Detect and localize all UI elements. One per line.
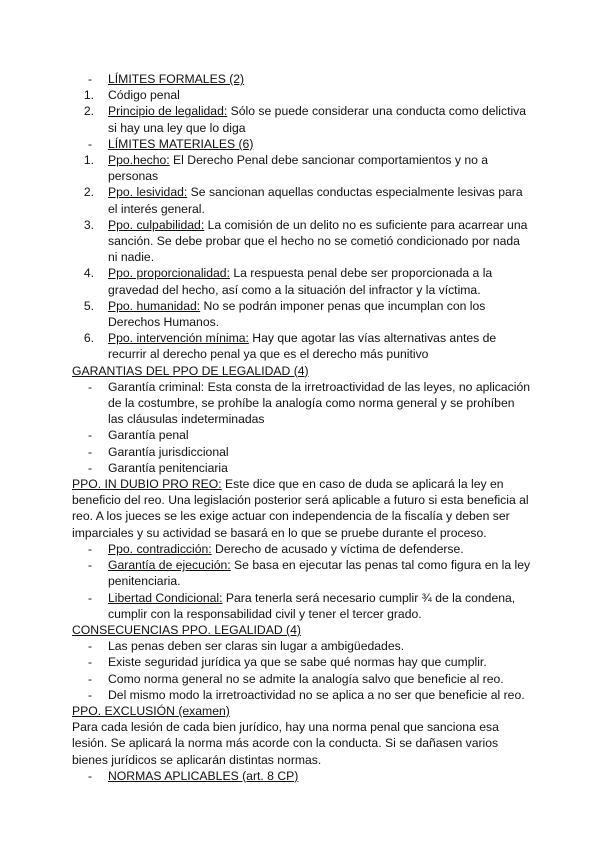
list-item bbox=[72, 557, 532, 589]
bullet-dash: - bbox=[87, 541, 92, 556]
item-text: Del mismo modo la irretroactividad no se aplica a no ser que beneficie al reo. bbox=[108, 687, 525, 702]
item-number: 1. bbox=[83, 88, 94, 103]
list-item bbox=[72, 103, 532, 135]
list-item bbox=[72, 460, 532, 476]
item-text bbox=[108, 265, 532, 297]
list-item bbox=[72, 427, 532, 443]
list-item bbox=[72, 298, 532, 330]
item-text bbox=[108, 103, 532, 135]
heading-limites-materiales bbox=[72, 136, 532, 152]
bullet-dash: - bbox=[87, 655, 92, 670]
item-number: 2. bbox=[83, 185, 94, 200]
section-heading: LÍMITES MATERIALES (6) bbox=[108, 136, 254, 151]
item-body: El Derecho Penal debe sancionar comportamientos y no a personas bbox=[108, 153, 489, 184]
item-body: Hay que agotar las vías alternativas antes de recurrir al derecho penal ya que es el derecho más punitivo bbox=[108, 331, 497, 362]
list-item bbox=[72, 654, 532, 670]
bullet-dash: - bbox=[87, 687, 92, 702]
item-text bbox=[108, 330, 532, 362]
item-number: 5. bbox=[83, 298, 94, 313]
item-body: La respuesta penal debe ser proporcionada a la gravedad del hecho, así como a la situación del infractor y la víctima. bbox=[108, 266, 493, 297]
item-label: Principio de legalidad: bbox=[108, 104, 228, 119]
item-text bbox=[108, 590, 532, 622]
paragraph-exclusion: Para cada lesión de cada bien jurídico, hay una norma penal que sanciona esa lesión. Se aplicará la norma más acorde con la conducta. Si se dañasen varios bienes jurídicos se aplicarán distintas normas. bbox=[72, 720, 499, 767]
item-text: Las penas deben ser claras sin lugar a ambigüedades. bbox=[108, 639, 405, 654]
list-item bbox=[72, 541, 532, 557]
item-label: Ppo. proporcionalidad: bbox=[108, 266, 230, 281]
list-item bbox=[72, 590, 532, 622]
list-item bbox=[72, 152, 532, 184]
bullet-dash: - bbox=[87, 379, 92, 394]
item-body: Sólo se puede considerar una conducta como delictiva si hay una ley que lo diga bbox=[108, 104, 527, 135]
bullet-dash: - bbox=[87, 671, 92, 686]
list-item bbox=[72, 638, 532, 654]
subheading: NORMAS APLICABLES (art. 8 CP) bbox=[108, 768, 299, 783]
item-text: Como norma general no se admite la analogía salvo que beneficie al reo. bbox=[108, 671, 504, 686]
bullet-dash: - bbox=[87, 72, 92, 86]
document-content bbox=[72, 71, 532, 784]
item-text: Garantía penitenciaria bbox=[108, 460, 228, 475]
bullet-dash: - bbox=[87, 460, 92, 475]
section-heading: LÍMITES FORMALES (2) bbox=[108, 72, 245, 86]
item-text: Garantía criminal: Esta consta de la irretroactividad de las leyes, no aplicación de la costumbre, se prohíbe la analogía como norma general y se prohíben las cláusulas indeterminadas bbox=[108, 379, 531, 427]
item-text: Garantía jurisdiccional bbox=[108, 444, 229, 459]
item-number: 4. bbox=[83, 266, 94, 281]
list-item bbox=[72, 184, 532, 216]
bullet-dash: - bbox=[87, 428, 92, 443]
item-body: No se podrán imponer penas que incumplan con los Derechos Humanos. bbox=[108, 298, 486, 330]
item-text bbox=[108, 87, 532, 103]
heading-consecuencias: CONSECUENCIAS PPO. LEGALIDAD (4) bbox=[72, 622, 301, 637]
item-body: La comisión de un delito no es suficiente para acarrear una sanción. Se debe probar que el hecho no se cometió condicionado por nada ni nadie. bbox=[108, 217, 528, 265]
item-number: 3. bbox=[83, 217, 94, 232]
list-item bbox=[72, 265, 532, 297]
paragraph-in-dubio bbox=[72, 476, 532, 541]
item-label: Ppo.hecho: bbox=[108, 153, 170, 168]
item-body: Para tenerla será necesario cumplir ¾ de la condena, cumplir con la responsabilidad civil y tener el tercer grado. bbox=[108, 590, 516, 621]
bullet-dash: - bbox=[87, 558, 92, 573]
item-body: Se basa en ejecutar las penas tal como figura en la ley penitenciaria. bbox=[108, 558, 531, 589]
item-body: Se sancionan aquellas conductas especialmente lesivas para el interés general. bbox=[108, 185, 523, 216]
list-item bbox=[72, 444, 532, 460]
item-label: Ppo. contradicción: bbox=[108, 541, 212, 556]
list-item bbox=[72, 87, 532, 103]
list-item bbox=[72, 330, 532, 362]
list-item bbox=[72, 379, 532, 428]
item-number: 2. bbox=[83, 104, 94, 119]
item-number: 1. bbox=[83, 153, 94, 168]
item-text bbox=[108, 184, 532, 216]
bullet-dash: - bbox=[87, 136, 92, 151]
item-label: Ppo. intervención mínima: bbox=[108, 331, 249, 346]
list-item bbox=[72, 217, 532, 266]
bullet-dash: - bbox=[87, 768, 92, 783]
item-text bbox=[108, 557, 532, 589]
item-body: Derecho de acusado y víctima de defenderse. bbox=[211, 541, 464, 556]
bullet-dash: - bbox=[87, 444, 92, 459]
item-label: Ppo. lesividad: bbox=[108, 185, 188, 200]
heading-garantias: GARANTIAS DEL PPO DE LEGALIDAD (4) bbox=[72, 363, 309, 378]
list-item bbox=[72, 687, 532, 703]
item-label: Ppo. humanidad: bbox=[108, 298, 201, 313]
item-label: Ppo. culpabilidad: bbox=[108, 217, 205, 232]
item-number: 6. bbox=[83, 331, 94, 346]
bullet-dash: - bbox=[87, 590, 92, 605]
heading-limites-formales bbox=[72, 71, 532, 87]
item-text bbox=[108, 298, 532, 330]
item-text bbox=[108, 152, 532, 184]
item-text bbox=[108, 217, 532, 266]
bullet-dash: - bbox=[87, 639, 92, 654]
heading-normas-aplicables bbox=[72, 768, 532, 784]
paragraph-body: Este dice que en caso de duda se aplicará la ley en beneficio del reo. Una legislación posterior será aplicable a futuro si esta beneficia al reo. A los jueces se les exige actuar con independencia de la fiscalía y deben ser imparciales y su actividad se basará en lo que se pruebe durante el proceso. bbox=[72, 477, 529, 540]
paragraph-label: PPO. IN DUBIO PRO REO: bbox=[72, 477, 222, 492]
list-item bbox=[72, 671, 532, 687]
item-text: Existe seguridad jurídica ya que se sabe qué normas hay que cumplir. bbox=[108, 655, 487, 670]
item-text: Garantía penal bbox=[108, 428, 189, 443]
item-body: Código penal bbox=[108, 88, 180, 103]
item-text bbox=[108, 541, 532, 557]
heading-exclusion: PPO. EXCLUSIÓN (examen) bbox=[72, 703, 230, 718]
item-label: Garantía de ejecución: bbox=[108, 558, 231, 573]
item-label: Libertad Condicional: bbox=[108, 590, 223, 605]
